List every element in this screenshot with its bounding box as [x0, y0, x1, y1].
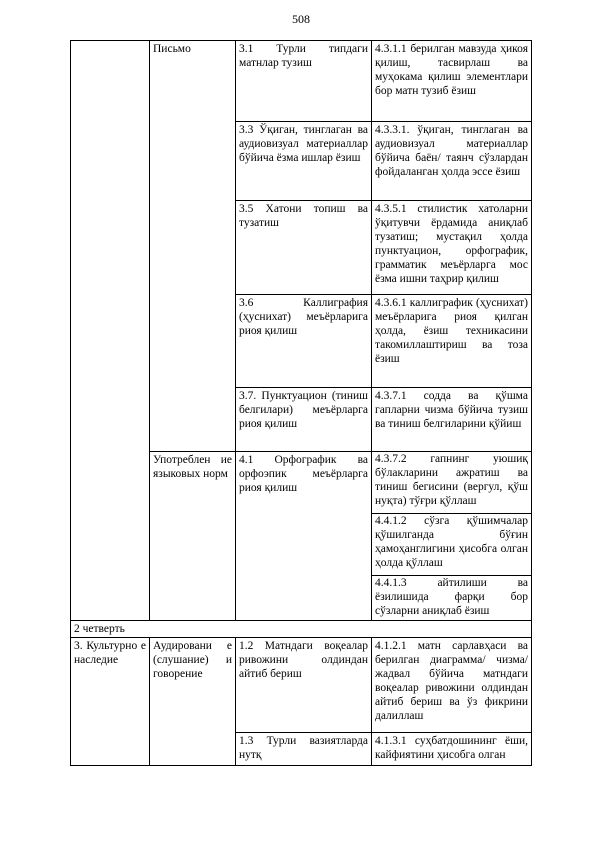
section-cell: Употреблен ие языковых норм	[150, 452, 236, 621]
objective-cell: 4.4.1.3 айтилиши ва ёзилишида фарқи бор сўзларни аниқлаб ёзиш	[372, 575, 531, 620]
objective-cell: 4.4.1.2 сўзга қўшимчалар қўшилганда бўғин ҳамоҳанглигини ҳисобга олган ҳолда қўллаш	[372, 513, 531, 575]
quarter-label: 2 четверть	[71, 621, 532, 638]
objective-cell: 4.3.7.1 содда ва қўшма гапларни чизма бўйича тузиш ва тиниш белгиларини қўйиш	[372, 388, 532, 452]
quarter-row	[71, 621, 532, 638]
topic-cell: 4.1 Орфографик ва орфоэпик меъёрларга риоя қилиш	[236, 452, 372, 621]
table-row	[71, 638, 532, 733]
objective-cell: 4.3.3.1. ўқиган, тинглаган ва аудиовизуал материаллар бўйича баён/ таянч сўзлардан фойдаланган ҳолда эссе ёзиш	[372, 122, 532, 201]
unit-cell-empty	[71, 41, 150, 621]
objective-cell: 4.3.6.1 каллиграфик (ҳуснихат) меъёрларига риоя қилган ҳолда, ёзиш техникасини такомиллаштириш ва тоза ёзиш	[372, 295, 532, 388]
section-cell: Аудировани е (слушание) и говорение	[150, 638, 236, 766]
objective-cell: 4.3.7.2 гапнинг уюшиқ бўлакларини ажратиш ва тиниш бегисини (вергул, қўш нуқта) тўғри қўллаш	[375, 453, 528, 508]
unit-cell: 3. Культурно е наследие	[71, 638, 150, 766]
topic-cell: 3.3 Ўқиган, тинглаган ва аудиовизуал материаллар бўйича ёзма ишлар ёзиш	[236, 122, 372, 201]
topic-cell: 3.7. Пунктуацион (тиниш белгилари) меъёрларга риоя қилиш	[236, 388, 372, 452]
section-cell: Письмо	[150, 41, 236, 452]
objective-cell: 4.1.3.1 суҳбатдошининг ёши, кайфиятини ҳисобга олган	[375, 735, 528, 762]
topic-cell: 3.1 Турли типдаги матнлар тузиш	[236, 41, 372, 122]
topic-cell: 1.2 Матндаги воқеалар ривожини олдиндан айтиб бериш	[236, 638, 372, 733]
table-row	[71, 41, 532, 122]
topic-cell: 1.3 Турли вазиятларда нутқ	[239, 735, 368, 762]
topic-cell: 3.6 Каллиграфия (ҳуснихат) меъёрларига риоя қилиш	[236, 295, 372, 388]
curriculum-table	[70, 40, 532, 766]
objective-cell: 4.3.1.1 берилган мавзуда ҳикоя қилиш, тасвирлаш ва муҳокама қилиш элементлари бор матн тузиб ёзиш	[372, 41, 532, 122]
objective-cell: 4.3.5.1 стилистик хатоларни ўқитувчи ёрдамида аниқлаб тузатиш; мустақил ҳолда пунктуацион, орфографик, грамматик меъёрларга мос ёзма ишни таҳрир қилиш	[372, 201, 532, 295]
topic-cell: 3.5 Хатони топиш ва тузатиш	[236, 201, 372, 295]
objective-cell: 4.1.2.1 матн сарлавҳаси ва берилган диаграмма/ чизма/ жадвал бўйича матндаги воқеалар ривожини олдиндан айтиб бериш ва ўз фикрини далиллаш	[372, 638, 532, 733]
page-number: 508	[292, 12, 310, 26]
